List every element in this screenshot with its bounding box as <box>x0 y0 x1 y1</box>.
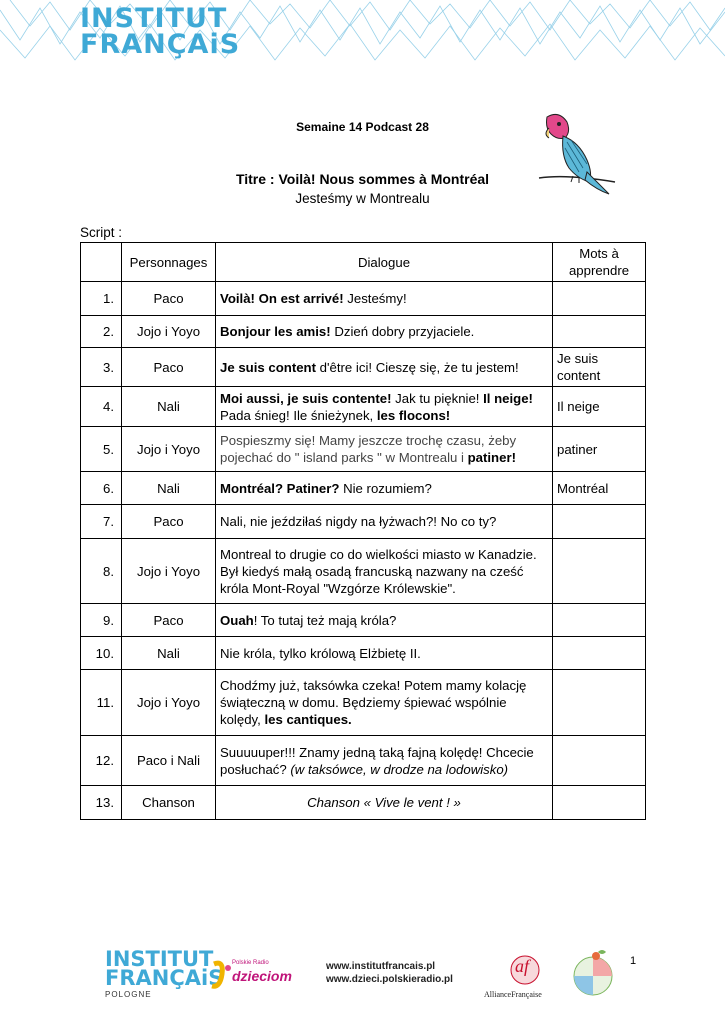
footer-urls <box>326 960 453 986</box>
dialogue-text: Pospieszmy się! Mamy jeszcze trochę czasu, żeby pojechać do " island parks " w Montrealu i <box>220 433 517 465</box>
header-personnages: Personnages <box>122 243 216 282</box>
row-person: Jojo i Yoyo <box>122 539 216 604</box>
row-dialogue <box>216 736 553 786</box>
table-row <box>81 736 646 786</box>
row-dialogue <box>216 427 553 472</box>
footer-logo-sub: POLOGNE <box>105 990 152 999</box>
dialogue-italic: (w taksówce, w drodze na lodowisko) <box>290 761 509 777</box>
row-dialogue <box>216 786 553 820</box>
dialogue-text: Jak tu pięknie! <box>391 390 484 406</box>
row-dialogue <box>216 348 553 387</box>
row-dialogue: Montreal to drugie co do wielkości miasto w Kanadzie. Był kiedyś małą osadą francuską nazwany na cześć króla Mont-Royal "Wzgórze Królewskie". <box>216 539 553 604</box>
row-dialogue <box>216 282 553 316</box>
dialogue-bold: Montréal? Patiner? <box>220 480 340 496</box>
logo-line-1: INSTITUT <box>80 3 228 34</box>
footer-url-1[interactable]: www.institutfrancais.pl <box>326 961 436 972</box>
dialogue-bold: patiner! <box>467 450 516 465</box>
row-num: 5. <box>81 427 122 472</box>
row-person: Paco <box>122 505 216 539</box>
table-row <box>81 786 646 820</box>
footer-institut-logo <box>105 947 224 990</box>
row-mot <box>553 786 646 820</box>
row-dialogue <box>216 316 553 348</box>
row-num: 13. <box>81 786 122 820</box>
footer-logo-line-2: FRANÇAiS <box>105 966 224 990</box>
table-row <box>81 539 646 604</box>
dialogue-bold-3: les flocons! <box>376 407 451 423</box>
af-mark-text: af <box>515 956 530 976</box>
alliance-francaise-text: AllianceFrançaise <box>484 990 542 999</box>
row-person: Paco <box>122 348 216 387</box>
row-mot <box>553 505 646 539</box>
table-row <box>81 387 646 427</box>
dialogue-text: Chodźmy już, taksówka czeka! Potem mamy kolację świąteczną w domu. Będziemy śpiewać wspólnie kolędy, <box>220 678 527 727</box>
week-label: Semaine 14 Podcast 28 <box>296 120 429 134</box>
dialogue-bold: Je suis content <box>220 359 317 375</box>
polskie-radio-dzieciom-logo <box>210 958 290 994</box>
table-row <box>81 427 646 472</box>
clc-circle-logo <box>570 948 616 998</box>
radio-big-text: dzieciom <box>232 968 292 984</box>
row-person: Paco i Nali <box>122 736 216 786</box>
table-row <box>81 316 646 348</box>
row-person: Nali <box>122 637 216 670</box>
row-dialogue <box>216 472 553 505</box>
dialogue-text: Dzień dobry przyjaciele. <box>330 324 475 339</box>
row-num: 8. <box>81 539 122 604</box>
row-person: Chanson <box>122 786 216 820</box>
logo-line-2: FRANÇAiS <box>80 29 241 60</box>
row-num: 4. <box>81 387 122 427</box>
row-dialogue: Nie króla, tylko królową Elżbietę II. <box>216 637 553 670</box>
header-dialogue: Dialogue <box>216 243 553 282</box>
row-mot <box>553 316 646 348</box>
row-mot <box>553 539 646 604</box>
page-number: 1 <box>630 955 637 967</box>
table-row <box>81 604 646 637</box>
row-mot <box>553 637 646 670</box>
script-label: Script : <box>80 225 123 240</box>
row-person: Paco <box>122 604 216 637</box>
dialogue-text: Jesteśmy! <box>343 291 407 306</box>
row-mot: Montréal <box>553 472 646 505</box>
dialogue-text: Nie rozumiem? <box>339 480 432 496</box>
table-row <box>81 282 646 316</box>
institut-francais-logo <box>80 3 241 60</box>
dialogue-bold-2: Il neige! <box>483 390 533 406</box>
dialogue-text: ! To tutaj też mają króla? <box>253 612 397 628</box>
row-mot <box>553 670 646 736</box>
row-num: 7. <box>81 505 122 539</box>
dialogue-bold: les cantiques. <box>264 712 352 727</box>
row-dialogue <box>216 670 553 736</box>
row-dialogue: Nali, nie jeździłaś nigdy na łyżwach?! No co ty? <box>216 505 553 539</box>
table-row <box>81 637 646 670</box>
row-num: 3. <box>81 348 122 387</box>
table-row <box>81 348 646 387</box>
dialogue-text-2: Pada śnieg! Ile śnieżynek, <box>220 407 377 423</box>
dialogue-text: Suuuuuper!!! Znamy jedną taką fajną kolędę! Chcecie posłuchać? <box>220 744 534 777</box>
header-mots: Mots à apprendre <box>553 243 646 282</box>
table-row <box>81 670 646 736</box>
dialogue-bold: Bonjour les amis! <box>220 324 331 339</box>
row-person: Nali <box>122 472 216 505</box>
row-mot <box>553 604 646 637</box>
footer-url-2[interactable]: www.dzieci.polskieradio.pl <box>326 974 453 985</box>
footer-logo-line-1: INSTITUT <box>105 947 214 971</box>
row-mot: Il neige <box>553 387 646 427</box>
page-title: Titre : Voilà! Nous sommes à Montréal <box>235 171 490 187</box>
row-mot <box>553 282 646 316</box>
row-mot <box>553 736 646 786</box>
dialogue-bold: Ouah <box>220 612 254 628</box>
dialogue-text: d'être ici! Cieszę się, że tu jestem! <box>316 359 519 375</box>
dialogue-bold: Voilà! On est arrivé! <box>220 291 344 306</box>
table-header-row <box>81 243 646 282</box>
row-mot: Je suis content <box>553 348 646 387</box>
row-person: Paco <box>122 282 216 316</box>
row-dialogue <box>216 387 553 427</box>
header-num <box>81 243 122 282</box>
row-num: 11. <box>81 670 122 736</box>
script-table <box>80 242 646 820</box>
page-subtitle: Jesteśmy w Montrealu <box>295 191 430 206</box>
row-num: 6. <box>81 472 122 505</box>
row-person: Jojo i Yoyo <box>122 670 216 736</box>
row-mot: patiner <box>553 427 646 472</box>
radio-small-text: Polskie Radio <box>232 960 269 966</box>
row-dialogue <box>216 604 553 637</box>
row-person: Jojo i Yoyo <box>122 427 216 472</box>
row-person: Nali <box>122 387 216 427</box>
table-row <box>81 505 646 539</box>
row-num: 12. <box>81 736 122 786</box>
row-person: Jojo i Yoyo <box>122 316 216 348</box>
row-num: 1. <box>81 282 122 316</box>
dialogue-italic: Chanson « Vive le vent ! » <box>307 795 461 810</box>
table-row <box>81 472 646 505</box>
row-num: 2. <box>81 316 122 348</box>
dialogue-bold: Moi aussi, je suis contente! <box>220 390 392 406</box>
row-num: 9. <box>81 604 122 637</box>
row-num: 10. <box>81 637 122 670</box>
